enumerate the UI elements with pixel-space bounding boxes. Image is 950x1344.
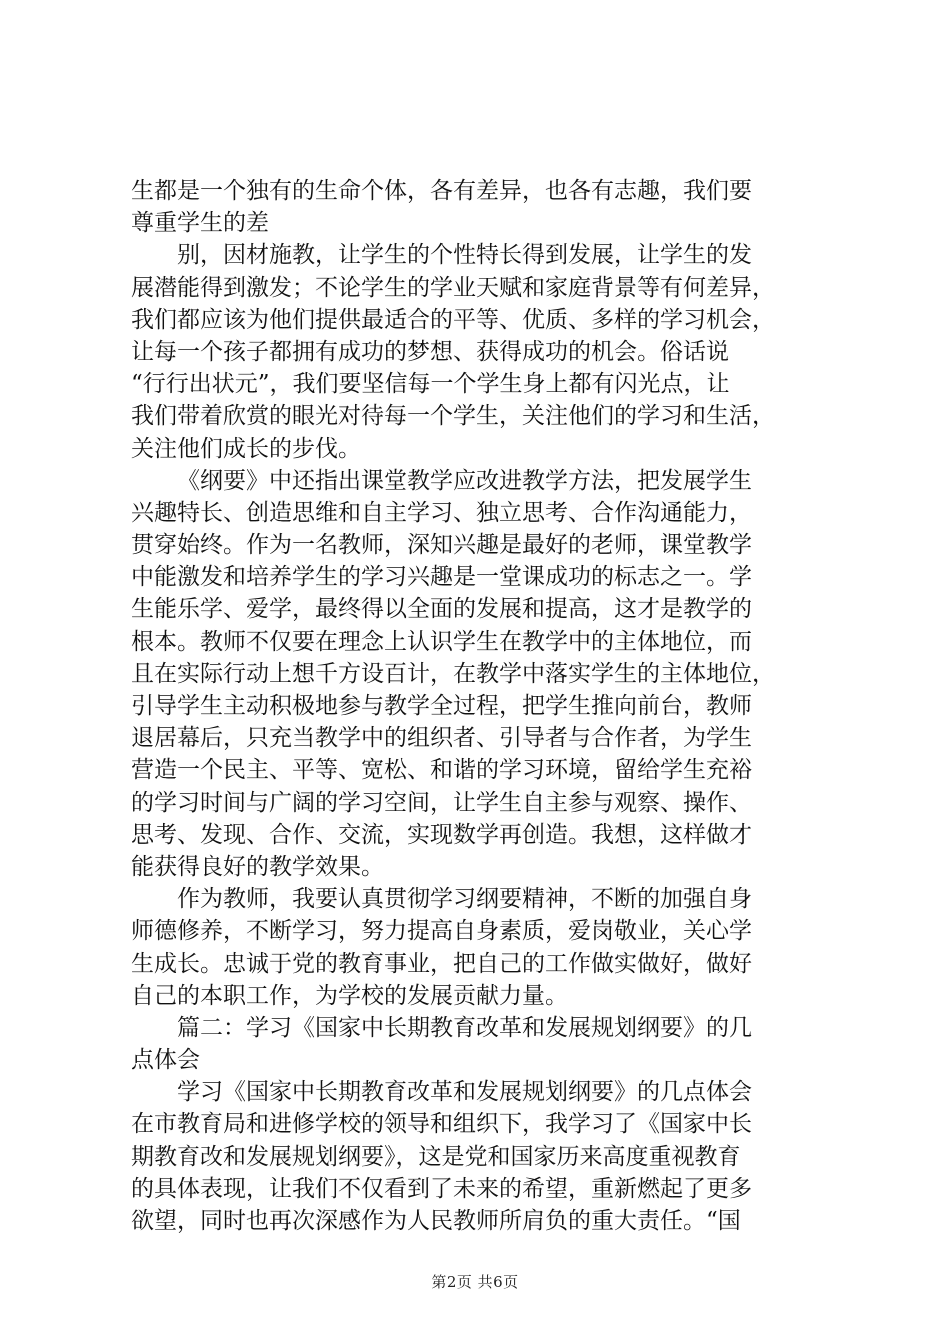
text-line: 生成长。忠诚于党的教育事业，把自己的工作做实做好，做好 [131,950,752,977]
text-line: 尊重学生的差 [131,210,269,237]
text-line: 我们都应该为他们提供最适合的平等、优质、多样的学习机会， [131,306,775,333]
text-line: 生能乐学、爱学，最终得以全面的发展和提高，这才是教学的 [131,596,752,623]
text-line: 且在实际行动上想千方设百计，在教学中落实学生的主体地位， [131,660,775,687]
text-line: 生都是一个独有的生命个体，各有差异，也各有志趣，我们要 [131,178,752,204]
text-line: 展潜能得到激发；不论学生的学业天赋和家庭背景等有何差异， [131,274,775,301]
text-line: 的学习时间与广阔的学习空间，让学生自主参与观察、操作、 [131,789,752,816]
document-body [131,175,831,1237]
text-line: 《纲要》中还指出课堂教学应改进教学方法，把发展学生 [177,467,752,494]
text-line: 师德修养，不断学习，努力提高自身素质，爱岗敬业，关心学 [131,918,752,945]
page-footer: 第2页 共6页 [431,1273,519,1291]
text-line: 能获得良好的教学效果。 [131,853,384,880]
text-line: 欲望，同时也再次深感作为人民教师所肩负的重大责任。“国 [131,1208,741,1234]
text-line: 让每一个孩子都拥有成功的梦想、获得成功的机会。俗话说 [131,338,729,365]
text-line: 作为教师，我要认真贯彻学习纲要精神，不断的加强自身 [177,886,752,913]
text-line: “行行出状元”，我们要坚信每一个学生身上都有闪光点，让 [131,371,730,398]
text-line: 自己的本职工作，为学校的发展贡献力量。 [131,982,568,1009]
text-line: 期教育改和发展规划纲要》，这是党和国家历来高度重视教育 [131,1143,741,1170]
text-line: 根本。教师不仅要在理念上认识学生在教学中的主体地位，而 [131,628,752,655]
text-line: 中能激发和培养学生的学习兴趣是一堂课成功的标志之一。学 [131,564,752,591]
text-line: 的具体表现，让我们不仅看到了未来的希望，重新燃起了更多 [131,1175,752,1202]
text-line: 在市教育局和进修学校的领导和组织下，我学习了《国家中长 [131,1111,752,1138]
text-line: 兴趣特长、创造思维和自主学习、独立思考、合作沟通能力， [131,499,752,526]
text-line: 营造一个民主、平等、宽松、和谐的学习环境，留给学生充裕 [131,757,752,784]
text-line: 学习《国家中长期教育改革和发展规划纲要》的几点体会 [177,1079,752,1106]
text-line: 关注他们成长的步伐。 [131,435,361,462]
text-line: 贯穿始终。作为一名教师，深知兴趣是最好的老师，课堂教学 [131,532,752,559]
text-line: 引导学生主动积极地参与教学全过程，把学生推向前台，教师 [131,693,752,719]
text-line: 我们带着欣赏的眼光对待每一个学生，关注他们的学习和生活， [131,403,775,430]
text-line: 思考、发现、合作、交流，实现数学再创造。我想，这样做才 [131,821,752,848]
text-line: 点体会 [131,1047,200,1074]
text-line: 篇二：学习《国家中长期教育改革和发展规划纲要》的几 [177,1014,752,1041]
text-line: 别，因材施教，让学生的个性特长得到发展，让学生的发 [177,242,752,269]
text-line: 退居幕后，只充当教学中的组织者、引导者与合作者，为学生 [131,725,752,752]
